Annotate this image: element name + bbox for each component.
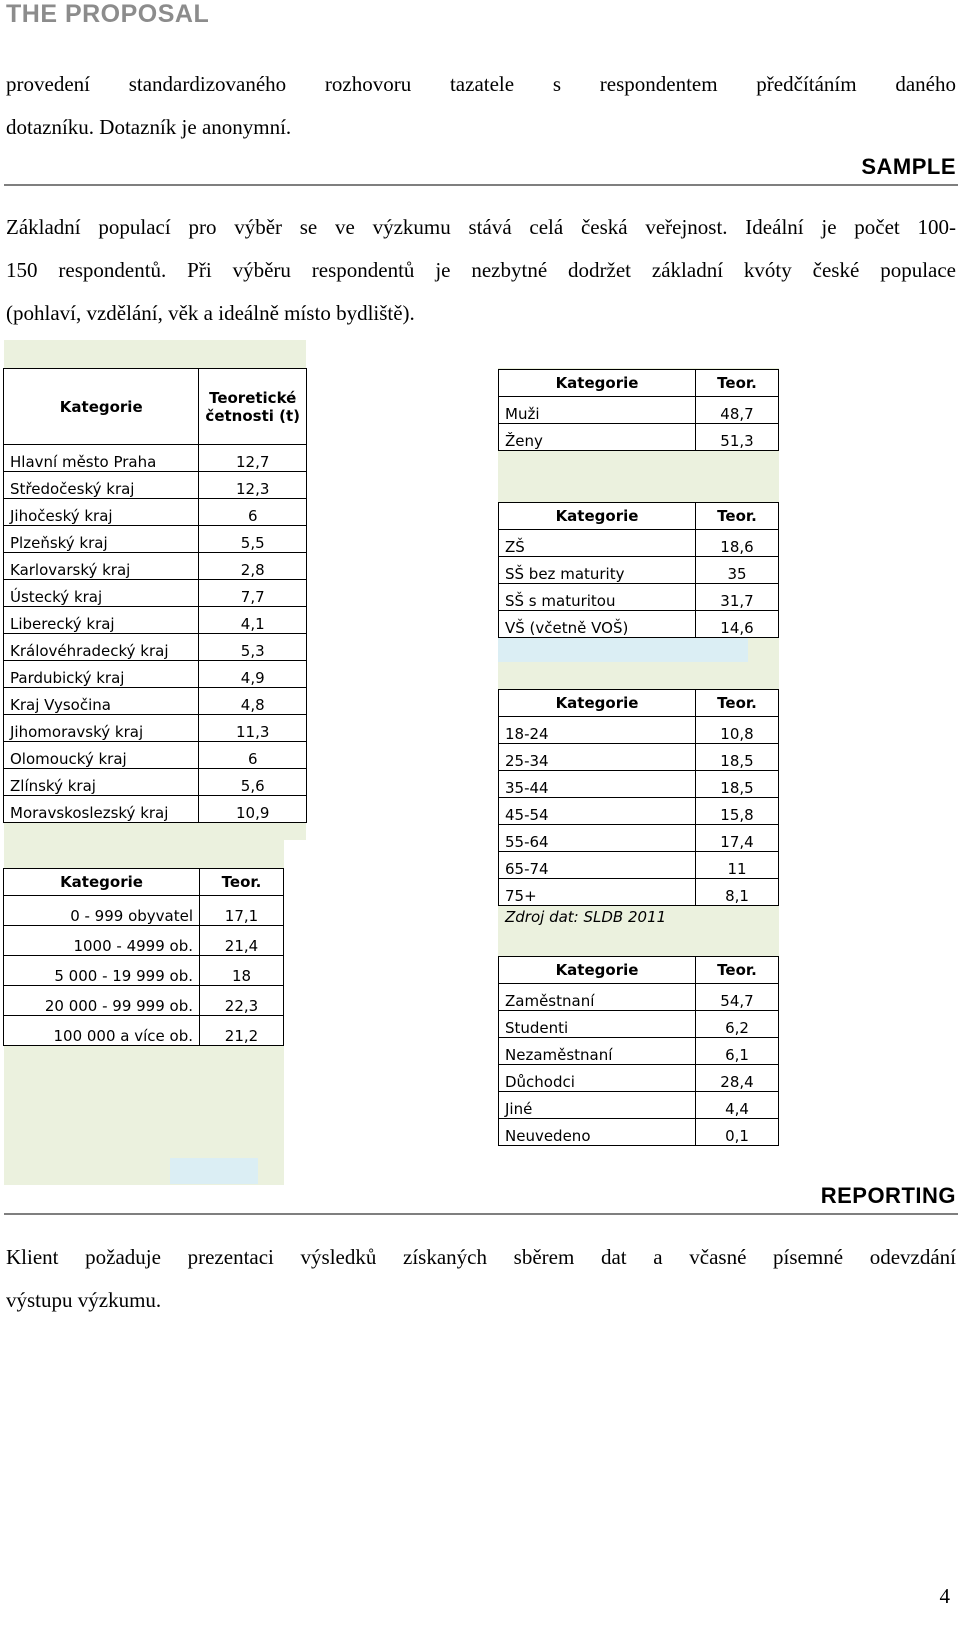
table-row [499, 798, 779, 825]
column-header: Kategorie [4, 369, 199, 445]
table-row [4, 472, 307, 499]
table-row [4, 926, 284, 956]
row-label: Olomoucký kraj [4, 742, 199, 769]
row-label: 0 - 999 obyvatel [4, 896, 200, 926]
row-label: SŠ s maturitou [499, 584, 696, 611]
row-value: 11 [696, 852, 779, 879]
row-label: Moravskoslezský kraj [4, 796, 199, 823]
table-row [499, 1038, 779, 1065]
reporting-title: REPORTING [820, 1183, 956, 1208]
row-value: 15,8 [696, 798, 779, 825]
table-row [4, 526, 307, 553]
status-table [498, 956, 779, 1146]
gender-table [498, 369, 779, 451]
table-header-row [499, 370, 779, 397]
row-label: 25-34 [499, 744, 696, 771]
settlement-table [3, 868, 284, 1046]
table-row [4, 634, 307, 661]
intro-paragraph [6, 63, 956, 149]
row-value: 2,8 [199, 553, 307, 580]
row-value: 10,9 [199, 796, 307, 823]
row-label: 55-64 [499, 825, 696, 852]
column-header: Teor. [696, 690, 779, 717]
row-label: Muži [499, 397, 696, 424]
row-label: 20 000 - 99 999 ob. [4, 986, 200, 1016]
sample-paragraph [6, 206, 956, 335]
row-value: 4,1 [199, 607, 307, 634]
row-label: Jihočeský kraj [4, 499, 199, 526]
table-row [499, 717, 779, 744]
row-label: 100 000 a více ob. [4, 1016, 200, 1046]
row-value: 6 [199, 742, 307, 769]
sheet-highlight-cell [170, 1158, 258, 1184]
row-label: 18-24 [499, 717, 696, 744]
row-label: Plzeňský kraj [4, 526, 199, 553]
sample-line-2: 150 respondentů. Při výběru respondentů je nezbytné dodržet základní kvóty české populace [6, 258, 956, 282]
table-row [499, 584, 779, 611]
table-row [4, 896, 284, 926]
age-table [498, 689, 779, 906]
table-row [4, 499, 307, 526]
row-value: 31,7 [696, 584, 779, 611]
row-value: 7,7 [199, 580, 307, 607]
row-label: 35-44 [499, 771, 696, 798]
table-row [499, 1092, 779, 1119]
table-row [499, 611, 779, 638]
sample-divider [4, 184, 958, 186]
row-label: Karlovarský kraj [4, 553, 199, 580]
table-row [4, 796, 307, 823]
row-value: 48,7 [696, 397, 779, 424]
column-header: Teor. [696, 503, 779, 530]
column-header: Teor. [696, 370, 779, 397]
source-note: Zdroj dat: SLDB 2011 [505, 908, 667, 926]
reporting-divider [4, 1213, 958, 1215]
row-label: ZŠ [499, 530, 696, 557]
row-value: 6 [199, 499, 307, 526]
row-value: 18,5 [696, 744, 779, 771]
table-row [4, 580, 307, 607]
table-row [499, 744, 779, 771]
page-number: 4 [939, 1584, 950, 1608]
row-value: 14,6 [696, 611, 779, 638]
column-header [199, 369, 307, 445]
column-header: Kategorie [499, 957, 696, 984]
row-value: 35 [696, 557, 779, 584]
table-header-row [499, 503, 779, 530]
row-label: 1000 - 4999 ob. [4, 926, 200, 956]
table-row [499, 530, 779, 557]
table-row [4, 715, 307, 742]
table-row [4, 986, 284, 1016]
sheet-highlight-cell-right [498, 638, 748, 662]
row-label: Zlínský kraj [4, 769, 199, 796]
row-value: 54,7 [696, 984, 779, 1011]
row-value: 10,8 [696, 717, 779, 744]
row-label: Důchodci [499, 1065, 696, 1092]
row-value: 18,6 [696, 530, 779, 557]
regions-table [3, 368, 307, 823]
table-row [499, 852, 779, 879]
table-row [499, 879, 779, 906]
row-label: Středočeský kraj [4, 472, 199, 499]
column-header: Kategorie [499, 503, 696, 530]
row-label: Ústecký kraj [4, 580, 199, 607]
table-header-row [499, 957, 779, 984]
table-row [499, 825, 779, 852]
row-label: Neuvedeno [499, 1119, 696, 1146]
table-row [499, 557, 779, 584]
row-label: Zaměstnaní [499, 984, 696, 1011]
sample-title: SAMPLE [861, 154, 956, 179]
sample-line-3: (pohlaví, vzdělání, věk a ideálně místo bydliště). [6, 301, 415, 325]
row-label: Hlavní město Praha [4, 445, 199, 472]
sample-line-1: Základní populací pro výběr se ve výzkumu stává celá česká veřejnost. Ideální je počet 100- [6, 215, 956, 239]
row-value: 17,1 [200, 896, 284, 926]
row-label: Královéhradecký kraj [4, 634, 199, 661]
table-row [499, 1119, 779, 1146]
table-row [4, 769, 307, 796]
table-row [4, 742, 307, 769]
row-value: 21,2 [200, 1016, 284, 1046]
table-header-row [499, 690, 779, 717]
row-label: 45-54 [499, 798, 696, 825]
table-row [499, 984, 779, 1011]
column-header: Kategorie [499, 690, 696, 717]
intro-line-2: dotazníku. Dotazník je anonymní. [6, 115, 292, 139]
reporting-paragraph [6, 1236, 956, 1322]
table-row [499, 424, 779, 451]
table-row [4, 445, 307, 472]
table-row [4, 607, 307, 634]
column-header: Kategorie [4, 869, 200, 896]
education-table [498, 502, 779, 638]
table-row [4, 688, 307, 715]
table-row [499, 397, 779, 424]
table-row [4, 1016, 284, 1046]
row-label: Jihomoravský kraj [4, 715, 199, 742]
row-value: 5,5 [199, 526, 307, 553]
row-label: Pardubický kraj [4, 661, 199, 688]
row-label: 75+ [499, 879, 696, 906]
row-label: Jiné [499, 1092, 696, 1119]
row-value: 21,4 [200, 926, 284, 956]
row-value: 12,7 [199, 445, 307, 472]
row-value: 6,1 [696, 1038, 779, 1065]
row-value: 12,3 [199, 472, 307, 499]
row-value: 51,3 [696, 424, 779, 451]
row-value: 0,1 [696, 1119, 779, 1146]
table-row [499, 771, 779, 798]
row-label: Nezaměstnaní [499, 1038, 696, 1065]
row-value: 5,3 [199, 634, 307, 661]
row-value: 4,9 [199, 661, 307, 688]
row-label: Studenti [499, 1011, 696, 1038]
table-row [4, 956, 284, 986]
column-header-line: četnosti (t) [205, 406, 300, 425]
column-header: Kategorie [499, 370, 696, 397]
row-value: 18 [200, 956, 284, 986]
row-value: 18,5 [696, 771, 779, 798]
table-row [499, 1011, 779, 1038]
row-value: 4,8 [199, 688, 307, 715]
row-value: 6,2 [696, 1011, 779, 1038]
row-label: 65-74 [499, 852, 696, 879]
reporting-line-1: Klient požaduje prezentaci výsledků získaných sběrem dat a včasné písemné odevzdání [6, 1245, 956, 1269]
column-header-line: Teoretické [209, 388, 297, 407]
table-row [4, 661, 307, 688]
row-value: 17,4 [696, 825, 779, 852]
row-label: Ženy [499, 424, 696, 451]
row-label: 5 000 - 19 999 ob. [4, 956, 200, 986]
table-row [4, 553, 307, 580]
row-value: 4,4 [696, 1092, 779, 1119]
row-label: Liberecký kraj [4, 607, 199, 634]
row-label: Kraj Vysočina [4, 688, 199, 715]
column-header: Teor. [696, 957, 779, 984]
row-label: SŠ bez maturity [499, 557, 696, 584]
row-value: 11,3 [199, 715, 307, 742]
table-header-row [4, 869, 284, 896]
column-header: Teor. [200, 869, 284, 896]
row-value: 28,4 [696, 1065, 779, 1092]
reporting-line-2: výstupu výzkumu. [6, 1288, 162, 1312]
table-row [499, 1065, 779, 1092]
row-value: 5,6 [199, 769, 307, 796]
row-value: 8,1 [696, 879, 779, 906]
row-value: 22,3 [200, 986, 284, 1016]
row-label: VŠ (včetně VOŠ) [499, 611, 696, 638]
document-header: THE PROPOSAL [6, 0, 210, 28]
intro-line-1: provedení standardizovaného rozhovoru tazatele s respondentem předčítáním daného [6, 72, 956, 96]
table-header-row [4, 369, 307, 445]
